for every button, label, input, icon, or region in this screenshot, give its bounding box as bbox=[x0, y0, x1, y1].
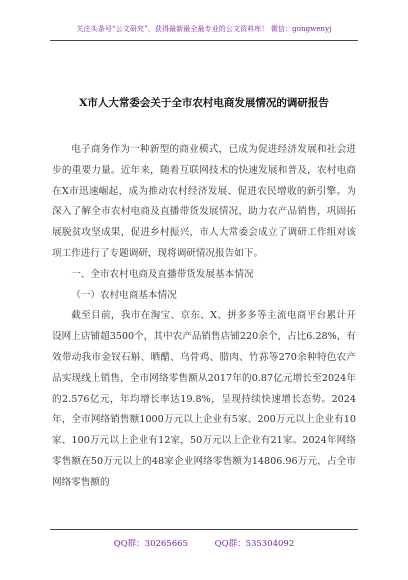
footer-divider bbox=[50, 529, 358, 530]
footer-qq-group-1: QQ群：30265665 bbox=[113, 539, 188, 549]
page-footer bbox=[50, 537, 358, 549]
footer-qq-group-2: QQ群：535304092 bbox=[214, 539, 295, 549]
section-heading-1: 一、全市农村电商及直播带货发展基本情况 bbox=[71, 268, 254, 280]
intro-paragraph: 电子商务作为一种新型的商业模式，已成为促进经济发展和社会进步的重要力量。近年来，随着互联网技术的快速发展和普及，农村电商在X市迅速崛起，成为推动农村经济发展、促进农民增收的新引擎。为深入了解全市农村电商及直播带货发展情况，助力农产品销售，巩固拓展脱贫攻坚成果，促进乡村振兴，市人大常委会成立了调研工作组对该项工作进行了专题调研，现将调研情况报告如下。 bbox=[52, 144, 356, 259]
body-paragraph: 截至目前，我市在淘宝、京东、X、拼多多等主流电商平台累计开设网上店铺超3500个，其中农产品销售店铺220余个，占比6.28%，有效带动我市金钗石斛、晒醋、乌骨鸡、腊肉、竹荪等270余种特色农产品实现线上销售，全市网络零售额从2017年的0.87亿元增长至2024年的2.576亿元，年均增长率达19.8%，呈现持续快速增长态势。2024年，全市网络销售额1000万元以上企业有5家、200万元以上企业有10家、100万元以上企业有12家，50万元以上企业有21家。2024年网络零售额在50万元以上的48家企业网络零售额为14806.96万元，占全市网络零售额的 bbox=[52, 310, 356, 488]
subsection-heading-1: （一）农村电商基本情况 bbox=[71, 289, 177, 301]
document-body bbox=[52, 140, 356, 494]
document-title: X市人大常委会关于全市农村电商发展情况的调研报告 bbox=[79, 97, 329, 109]
header-divider bbox=[50, 40, 358, 41]
page-header-note: 关注头条号“公文研究”，获得最新最全最专业的公文资料库！ 微信：gongwenyj bbox=[76, 25, 332, 33]
